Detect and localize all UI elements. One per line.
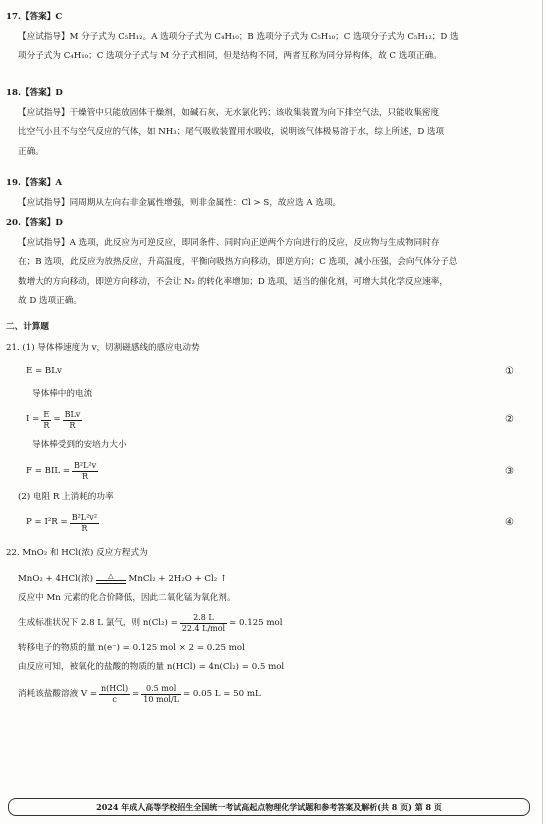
question-18: [6, 84, 532, 162]
denominator: R: [69, 420, 76, 430]
q21-text-3: 导体棒受到的安培力大小: [32, 440, 127, 450]
numerator: B²L²v²: [71, 512, 98, 522]
equation-number-3: ③: [505, 465, 514, 477]
q21-eq4-lhs: P = I²R =: [26, 517, 68, 528]
section-title-text: 二、计算题: [6, 322, 49, 332]
q21-eq2-fraction-2: [63, 410, 83, 431]
q21-eq2-fraction-1: [41, 410, 51, 431]
numerator: 2.8 L: [180, 613, 227, 624]
q21-text-2: 导体棒中的电流: [32, 388, 93, 399]
q21-equation-3: [6, 456, 532, 488]
question-17: [6, 8, 532, 67]
denominator: R: [43, 420, 50, 430]
q22-reaction: [6, 570, 532, 590]
q22-l6-fraction-2: [141, 684, 181, 705]
equation-number-2: ②: [505, 414, 514, 426]
denominator: R: [82, 472, 89, 481]
numerator: 0.5 mol: [141, 684, 181, 695]
section-title: [6, 318, 532, 338]
q22-l6-pre: 消耗该盐酸溶液 V =: [18, 688, 98, 699]
q21-eq2-equals: =: [53, 414, 61, 425]
q20-guide-line-1: 【应试指导】A 选项，此反应为可逆反应，即同条件、同时向正逆两个方向进行的反应，反应物与生成物同时存: [18, 237, 440, 248]
page-edge-line: [542, 0, 543, 824]
numerator: B²L²v: [73, 461, 97, 470]
q18-guide-line-2: 比空气小且不与空气反应的气体，如 NH₃；尾气吸收装置用水吸收，说明该气体极易溶于水，综上所述，D 选项: [18, 127, 445, 137]
q20-guide-line-3: 数增大的方向移动，即逆方向移动，不会让 N₂ 的转化率增加；D 选项，适当的催化剂，可增大其化学反应速率，: [18, 276, 448, 287]
q22-l3-fraction: [180, 613, 227, 634]
q21-eq2-lhs: I =: [26, 414, 40, 425]
q19-answer: 19.【答案】A: [6, 178, 62, 188]
q22-line-2: 反应中 Mn 元素的化合价降低，因此二氧化锰为氧化剂。: [18, 593, 236, 603]
q17-answer: 17.【答案】C: [6, 12, 63, 22]
q22-intro: 22. MnO₂ 和 HCl(浓) 反应方程式为: [6, 548, 148, 558]
numerator: E: [41, 410, 51, 421]
q21-equation-2: [6, 404, 532, 436]
q18-guide-line-3: 正确。: [18, 146, 44, 157]
q22-l6-post: = 0.05 L = 50 mL: [183, 688, 261, 699]
q21-text-4: (2) 电阻 R 上消耗的功率: [18, 491, 114, 502]
reaction-products: MnCl₂ + 2H₂O + Cl₂ ↑: [128, 573, 228, 584]
equation-number-4: ④: [505, 517, 514, 529]
question-19: [6, 174, 532, 213]
q21-eq3-fraction: [72, 461, 98, 482]
denominator: 22.4 L/mol: [181, 624, 226, 633]
q22-l3-post: = 0.125 mol: [229, 617, 283, 628]
q19-guide-line-1: 【应试指导】同周期从左向右非金属性增强，则非金属性：Cl > S，故应选 A 选项。: [18, 197, 342, 208]
q21-equation-4: [6, 507, 532, 539]
q21-intro: 21. (1) 导体棒速度为 v，切割磁感线的感应电动势: [6, 343, 200, 353]
q21-equation-1: [6, 359, 532, 385]
q17-guide-line-2: 项分子式为 C₄H₁₀；C 选项分子式与 M 分子式相同，但是结构不同，两者互称为同分异构体，故 C 选项正确。: [18, 51, 442, 61]
q21-eq4-fraction: [70, 513, 99, 534]
reaction-condition: △: [108, 572, 114, 580]
reaction-arrow: [96, 572, 126, 584]
q20-guide-line-2: 在；B 选项，此反应为放热反应，升高温度，平衡向吸热方向移动，即逆方向；C 选项，减小压强，会向气体分子总: [18, 257, 458, 267]
q22-line-4: 转移电子的物质的量 n(e⁻) = 0.125 mol × 2 = 0.25 mol: [18, 642, 245, 653]
q22-l6-equals: =: [132, 688, 140, 699]
question-22: [6, 544, 532, 712]
q20-answer: 20.【答案】D: [6, 218, 63, 228]
q22-line-3: [6, 609, 532, 639]
numerator: BLv: [64, 409, 81, 419]
page-footer: 2024 年成人高等学校招生全国统一考试高起点物理化学试题和参考答案及解析(共 8 页) 第 8 页: [8, 798, 530, 816]
denominator: 10 mol/L: [143, 695, 179, 704]
q21-eq3-lhs: F = BIL =: [26, 465, 70, 476]
equation-number-1: ①: [505, 365, 514, 377]
q18-guide-line-1: 【应试指导】干燥管中只能放固体干燥剂，如碱石灰、无水氯化钙；该收集装置为向下排空气法，只能收集密度: [18, 107, 440, 118]
denominator: R: [81, 523, 88, 533]
q20-guide-line-4: 故 D 选项正确。: [18, 296, 82, 306]
reaction-reactants: MnO₂ + 4HCl(浓): [18, 573, 94, 584]
q22-l6-fraction-1: [99, 684, 130, 705]
q22-l3-pre: 生成标准状况下 2.8 L 氯气，则 n(Cl₂) =: [18, 617, 178, 628]
question-20: [6, 214, 532, 312]
q22-line-5: 由反应可知，被氧化的盐酸的物质的量 n(HCl) = 4n(Cl₂) = 0.5 mol: [18, 662, 285, 672]
denominator: c: [112, 695, 117, 704]
question-21: [6, 339, 532, 539]
numerator: n(HCl): [101, 684, 129, 693]
q18-answer: 18.【答案】D: [6, 88, 63, 98]
equals-sign: [96, 580, 126, 584]
q22-line-6: [6, 678, 532, 712]
q17-guide-line-1: 【应试指导】M 分子式为 C₅H₁₂。A 选项分子式为 C₄H₁₀；B 选项分子式为 C₅H₁₀；C 选项分子式为 C₅H₁₂；D 选: [18, 31, 459, 42]
q21-eq1-text: E = BLv: [26, 365, 62, 376]
